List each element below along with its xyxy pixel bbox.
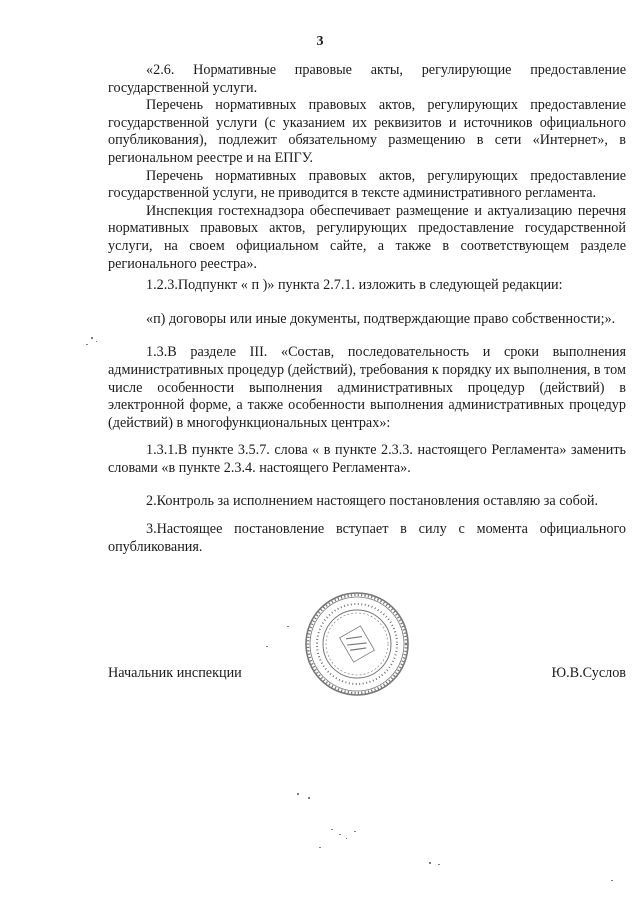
scan-speck	[429, 862, 431, 864]
scan-speck	[96, 341, 97, 342]
paragraph-1-2-3: 1.2.3.Подпункт « п )» пункта 2.7.1. изложить в следующей редакции:	[146, 277, 563, 294]
scan-speck	[339, 834, 341, 835]
paragraph-effective: 3.Настоящее постановление вступает в силу с момента официального опубликования.	[108, 521, 626, 555]
scan-speck	[287, 626, 289, 627]
scan-speck	[319, 847, 321, 848]
scan-speck	[331, 829, 333, 830]
paragraph-1-3: 1.3.В разделе III. «Состав, последовательность и сроки выполнения административных процедур (действий), требования к порядку их выполнения, в том числе особенности выполнения административных процедур (действий) в электронной форме, а также особенности выполнения административных процедур (действий) в многофункциональных центрах»:	[108, 344, 626, 431]
paragraph-regulations-list-not-in-text: Перечень нормативных правовых актов, регулирующих предоставление государственной услуги, не приводится в тексте административного регламента.	[108, 167, 626, 202]
document-body	[108, 62, 626, 556]
scan-speck	[266, 646, 268, 647]
paragraph-1-3-1: 1.3.1.В пункте 3.5.7. слова « в пункте 2.3.3. настоящего Регламента» заменить словами «в пункте 2.3.4. настоящего Регламента».	[108, 442, 626, 476]
scan-speck	[354, 831, 356, 832]
signature-block	[108, 665, 626, 685]
paragraph-inspection-publishing: Инспекция гостехнадзора обеспечивает размещение и актуализацию перечня нормативных правовых актов, регулирующих предоставление государственной услуги, на своем официальном сайте, а также в соответствующем разделе регионального реестра».	[108, 202, 626, 272]
scan-speck	[91, 337, 93, 339]
paragraph-section-2-6-heading: «2.6. Нормативные правовые акты, регулирующие предоставление государственной услуги.	[108, 62, 626, 96]
scan-speck	[308, 797, 310, 799]
scan-speck	[86, 344, 88, 345]
paragraph-subitem-p: «п) договоры или иные документы, подтверждающие право собственности;».	[146, 310, 616, 327]
paragraph-control: 2.Контроль за исполнением настоящего постановления оставляю за собой.	[146, 493, 599, 510]
scan-speck	[297, 793, 299, 795]
scan-speck	[611, 880, 613, 881]
signatory-name: Ю.В.Суслов	[551, 665, 626, 681]
page-number: 3	[316, 34, 324, 49]
signatory-position: Начальник инспекции	[108, 665, 242, 681]
paragraph-regulations-list-publication: Перечень нормативных правовых актов, регулирующих предоставление государственной услуги (с указанием их реквизитов и источников официального опубликования), подлежит обязательному размещению в сети «Интернет», в региональном реестре и на ЕПГУ.	[108, 97, 626, 166]
scan-speck	[346, 838, 347, 839]
scan-speck	[438, 864, 440, 865]
